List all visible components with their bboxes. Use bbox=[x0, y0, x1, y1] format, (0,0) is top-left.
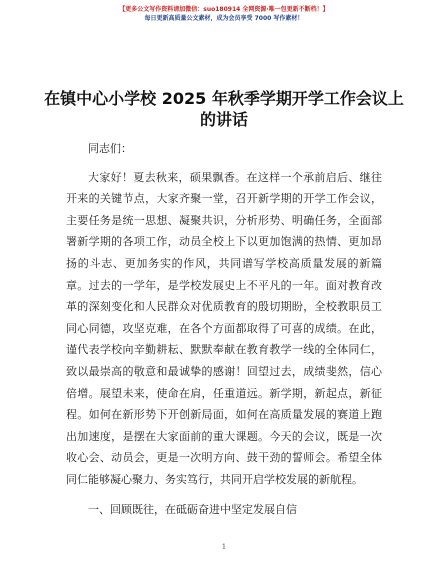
promo-banner bbox=[0, 5, 448, 23]
banner-line-2: 每日更新高质量公文素材，成为会员享受 7000 写作素材！ bbox=[144, 15, 304, 22]
section-heading: 一、回顾既往，在砥砺奋进中坚定发展自信 bbox=[88, 502, 297, 516]
salutation: 同志们： bbox=[88, 142, 132, 155]
document-body bbox=[66, 138, 382, 520]
paragraph: 大家好！夏去秋来，硕果飘香。在这样一个承前启后、继往开来的关键节点，大家齐聚一堂，召开新学期的开学工作会议，主要任务是统一思想、凝聚共识，分析形势、明确任务，全面部署新学期的各项工作，动员全校上下以更加饱满的热情、更加昂扬的斗志、更加务实的作风，共同谱写学校高质量发展的新篇章。过去的一学年，是学校发展史上不平凡的一年。面对教育改革的深刻变化和人民群众对优质教育的殷切期盼，全校教职员工同心同德，攻坚克难，在各个方面都取得了可喜的成绩。在此，谨代表学校向辛勤耕耘、默默奉献在教育教学一线的全体同仁，致以最崇高的敬意和最诚挚的感谢！回望过去，成绩斐然，信心倍增。展望未来，使命在肩，任重道远。新学期，新起点，新征程。如何在新形势下开创新局面，如何在高质量发展的赛道上跑出加速度，是摆在大家面前的重大课题。今天的会议，既是一次收心会、动员会，更是一次明方向、鼓干劲的誓师会。希望全体同仁能够凝心聚力、务实笃行，共同开启学校发展的新航程。 bbox=[66, 170, 382, 486]
document-title: 在镇中心小学校 2025 年秋季学期开学工作会议上的讲话 bbox=[44, 89, 404, 129]
page-number: 1 bbox=[221, 543, 227, 551]
banner-line-1: 【更多公文写作资料请加微信：suo180914 全网资源·唯一包更新不断档！】 bbox=[119, 6, 329, 13]
